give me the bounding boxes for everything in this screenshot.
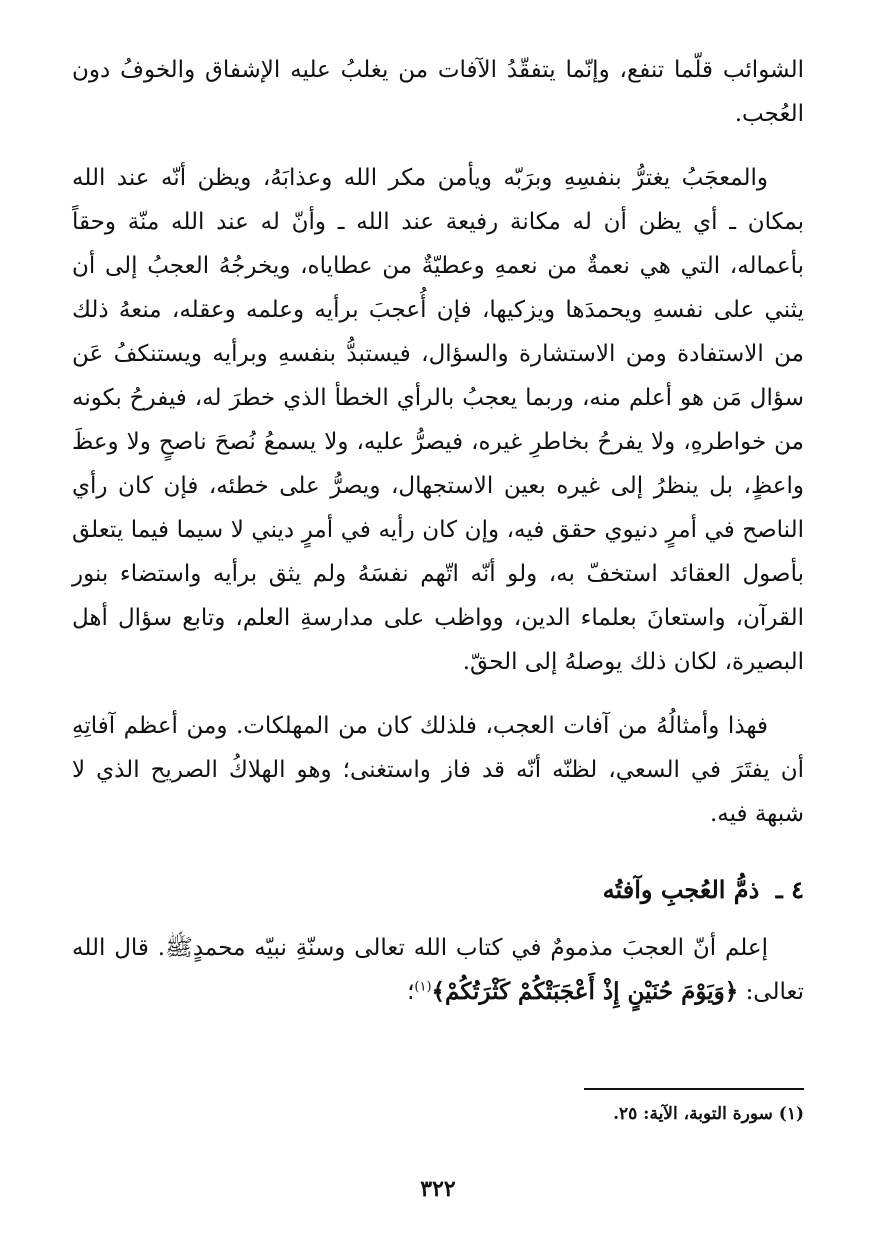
section-title: ذمُّ العُجبِ وآفتُه <box>602 875 760 904</box>
footnote-reference: (١) <box>414 979 432 995</box>
page-number: ٣٢٢ <box>420 1176 456 1202</box>
quran-verse: ﴿وَيَوْمَ حُنَيْنٍ إِذْ أَعْجَبَتْكُمْ كَثْرَتُكُمْ﴾ <box>431 978 739 1005</box>
end-punctuation: ؛ <box>407 979 415 1005</box>
paragraph-continuation: الشوائب قلّما تنفع، وإنّما يتفقّدُ الآفات من يغلبُ عليه الإشفاق والخوفُ دون العُجب. <box>72 57 804 127</box>
citation-intro-text: إعلم أنّ العجبَ مذمومٌ في كتاب الله تعالى وسنّةِ نبيّه محمدٍﷺ. قال الله تعالى: <box>72 935 804 1005</box>
page-body <box>72 48 804 1014</box>
section-number: ٤ ـ <box>775 875 804 904</box>
section-heading <box>72 870 804 910</box>
paragraph-conclusion: فهذا وأمثالُهُ من آفات العجب، فلذلك كان من المهلكات. ومن أعظم آفاتِهِ أن يفتَرَ في السعي، لظنّه أنّه قد فاز واستغنى؛ وهو الهلاكُ الصريح الذي لا شبهة فيه. <box>72 713 804 827</box>
paragraph-quran-citation <box>72 926 804 1014</box>
footnote-divider <box>584 1088 804 1090</box>
footnote: (١) سورة التوبة، الآية: ٢٥. <box>613 1104 804 1124</box>
paragraph-arrogance-description: والمعجَبُ يغترُّ بنفسِهِ وبرَبّه ويأمن مكر الله وعذابَهُ، ويظن أنّه عند الله بمكان ـ أي يظن أن له مكانة رفيعة عند الله ـ وأنّ له عند الله منّة وحقاً بأعماله، التي هي نعمةٌ من نعمهِ وعطيّةٌ من عطاياه، ويخرجُهُ العجبُ إلى أن يثني على نفسهِ ويحمدَها ويزكيها، فإن أُعجبَ برأيه وعلمه وعقله، منعهُ ذلك من الاستفادة ومن الاستشارة والسؤال، فيستبدُّ بنفسهِ وبرأيه ويستنكفُ عَن سؤال مَن هو أعلم منه، وربما يعجبُ بالرأي الخطأ الذي خطرَ له، فيفرحُ بكونه من خواطرهِ، ولا يفرحُ بخاطرِ غيره، فيصرُّ عليه، ولا يسمعُ نُصحَ ناصحٍ ولا وعظَ واعظٍ، بل ينظرُ إلى غيره بعين الاستجهال، ويصرُّ على خطئه، فإن كان رأي الناصح في أمرٍ دنيوي حقق فيه، وإن كان رأيه في أمرٍ ديني لا سيما فيما يتعلق بأصول العقائد استخفّ به، ولو أنّه اتّهم نفسَهُ ولم يثق برأيه واستضاء بنور القرآن، واستعانَ بعلماء الدين، وواظب على مدارسةِ العلم، وتابع سؤال أهل البصيرة، لكان ذلك يوصلهُ إلى الحقّ. <box>72 165 804 675</box>
